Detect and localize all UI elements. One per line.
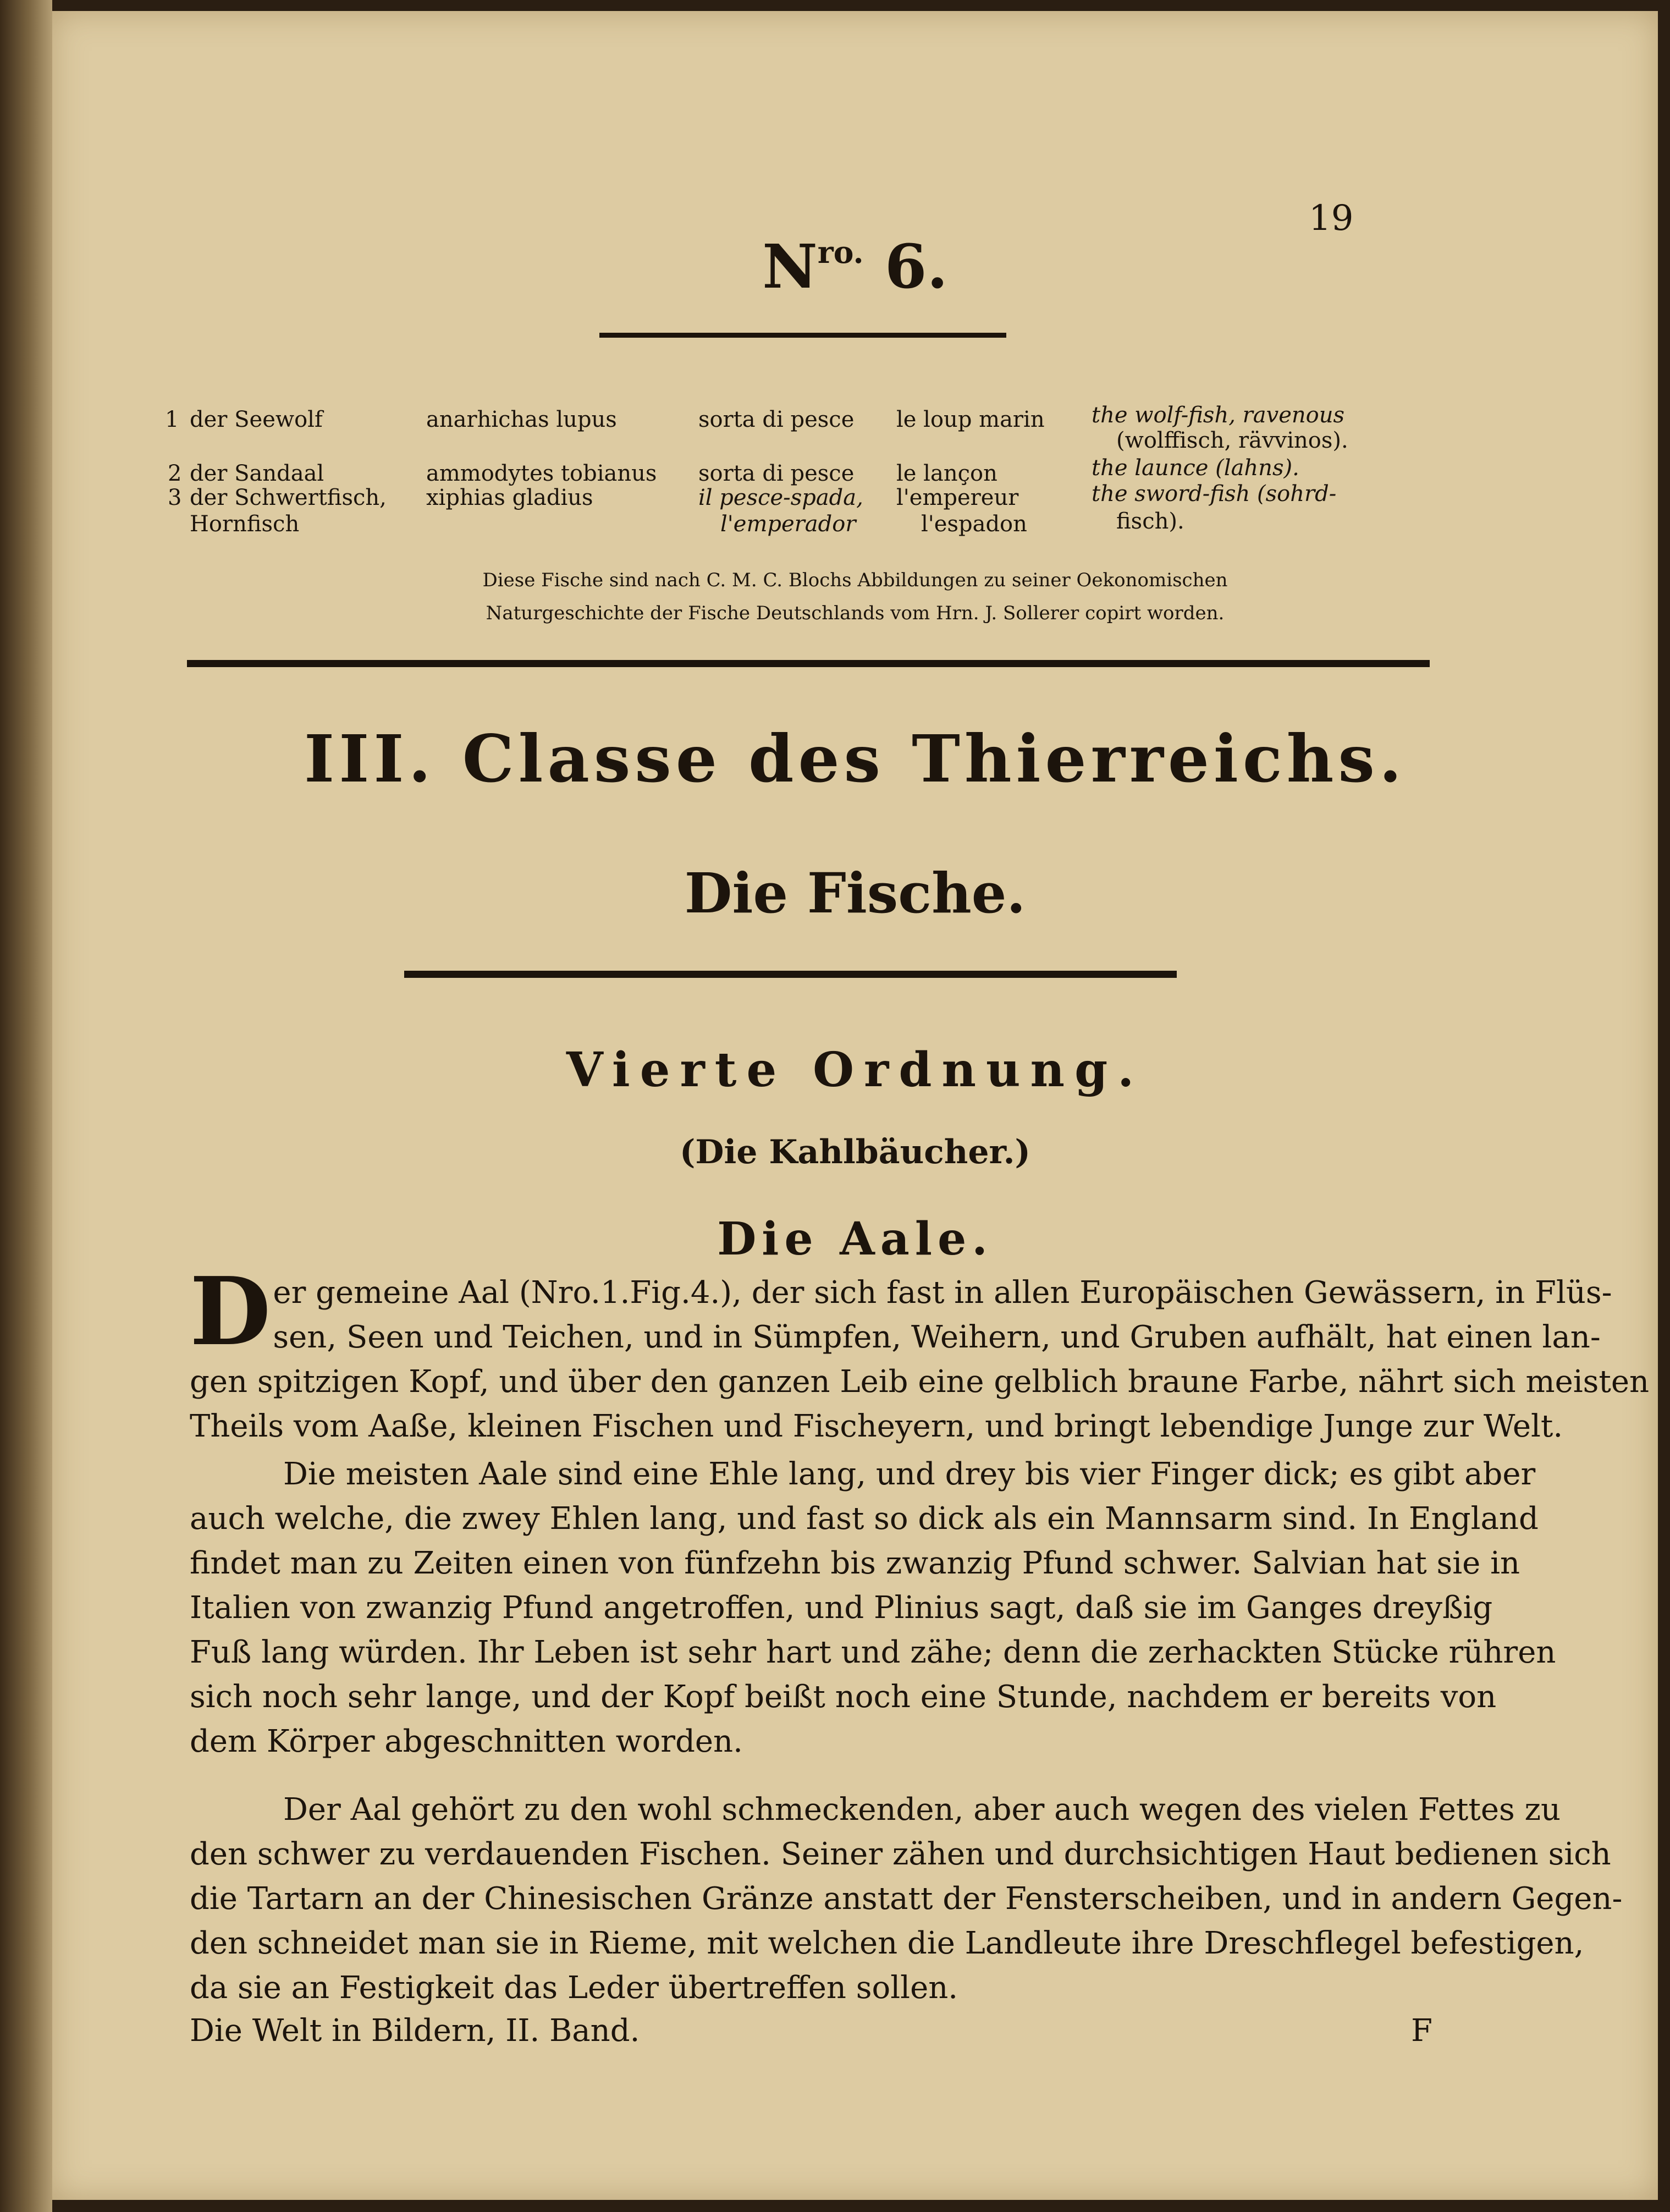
note-line-2: Naturgeschichte der Fische Deutschlands vom Hrn. J. Sollerer copirt worden. [486, 602, 1225, 624]
p1-line: gen spitzigen Kopf, und über den ganzen Leib eine gelblich braune Farbe, nährt sich meisten [190, 1364, 1650, 1400]
row3-french: l'empereur [896, 485, 1019, 510]
row1-german: der Seewolf [190, 407, 323, 432]
row3-german: der Schwertfisch, [190, 485, 387, 510]
row3-num: 3 [168, 485, 182, 510]
row2-english: the launce (lahns). [1092, 455, 1299, 481]
section-rule-2 [404, 971, 1177, 978]
p2-line: Die meisten Aale sind eine Ehle lang, und drey bis vier Finger dick; es gibt aber [283, 1456, 1536, 1492]
note-line-1: Diese Fische sind nach C. M. C. Blochs Abbildungen zu seiner Oekonomischen [482, 569, 1228, 591]
page-number: 19 [1309, 198, 1354, 239]
p2-line: dem Körper abgeschnitten worden. [190, 1724, 743, 1759]
p3-line: den schwer zu verdauenden Fischen. Seiner zähen und durchsichtigen Haut bedienen sich [190, 1836, 1611, 1872]
order-subtitle: (Die Kahlbäucher.) [680, 1133, 1030, 1171]
paragraph-2 [190, 1452, 1556, 1764]
p3-line: die Tartarn an der Chinesischen Gränze anstatt der Fensterscheiben, und in andern Gegen- [190, 1881, 1623, 1917]
heading-number: 6. [884, 231, 948, 302]
row2-italian: sorta di pesce [698, 461, 855, 486]
row3-latin: xiphias gladius [426, 485, 593, 510]
section-title: Die Aale. [717, 1213, 993, 1265]
p2-line: Italien von zwanzig Pfund angetroffen, und Plinius sagt, daß sie im Ganges dreyßig [190, 1590, 1493, 1626]
row3-french2: l'espadon [921, 511, 1027, 537]
p2-line: findet man zu Zeiten einen von fünfzehn bis zwanzig Pfund schwer. Salvian hat sie in [190, 1545, 1520, 1581]
row3-english2: fisch). [1116, 509, 1184, 534]
section-rule-1 [187, 660, 1430, 667]
p2-line: sich noch sehr lange, und der Kopf beißt noch eine Stunde, nachdem er bereits von [190, 1679, 1497, 1715]
p3-line: da sie an Festigkeit das Leder übertreffen sollen. [190, 1970, 958, 2006]
book-page [52, 11, 1658, 2200]
p1-line: er gemeine Aal (Nro.1.Fig.4.), der sich fast in allen Europäischen Gewässern, in Flüs- [273, 1275, 1612, 1311]
row3-italian2: l'emperador [720, 511, 856, 537]
class-title: III. Classe des Thierreichs. [304, 720, 1406, 797]
page-footer [190, 2013, 1443, 2049]
row1-num: 1 [165, 407, 179, 432]
p2-line: auch welche, die zwey Ehlen lang, und fast so dick als ein Mannsarm sind. In England [190, 1501, 1539, 1537]
row1-english: the wolf-fish, ravenous [1092, 403, 1344, 428]
signature-mark: F [1411, 2013, 1432, 2049]
order-title: Vierte Ordnung. [566, 1042, 1144, 1098]
row1-italian: sorta di pesce [698, 407, 855, 432]
heading-super: ro. [817, 234, 864, 270]
row2-german: der Sandaal [190, 461, 324, 486]
book-gutter [0, 0, 52, 2212]
p1-line: Theils vom Aaße, kleinen Fischen und Fischeyern, und bringt lebendige Junge zur Welt. [190, 1408, 1563, 1444]
row2-num: 2 [168, 461, 182, 486]
p1-line: sen, Seen und Teichen, und in Sümpfen, Weihern, und Gruben aufhält, hat einen lan- [273, 1319, 1601, 1355]
paragraph-3 [190, 1787, 1623, 2010]
row3-english: the sword-fish (sohrd- [1092, 481, 1337, 507]
drop-cap: D [190, 1257, 271, 1367]
row1-latin: anarhichas lupus [426, 407, 617, 432]
footer-title: Die Welt in Bildern, II. Band. [190, 2013, 640, 2049]
row2-french: le lançon [896, 461, 997, 486]
row3-german2: Hornfisch [190, 511, 300, 537]
row2-latin: ammodytes tobianus [426, 461, 657, 486]
p3-line: Der Aal gehört zu den wohl schmeckenden, aber auch wegen des vielen Fettes zu [283, 1792, 1561, 1828]
row1-french: le loup marin [896, 407, 1045, 432]
row1-english2: (wolffisch, rävvinos). [1116, 428, 1348, 453]
p3-line: den schneidet man sie in Rieme, mit welchen die Landleute ihre Dreschflegel befestigen, [190, 1925, 1584, 1961]
heading-rule [599, 333, 1006, 338]
subtitle: Die Fische. [684, 861, 1026, 926]
row3-italian: il pesce-spada, [698, 485, 863, 510]
p2-line: Fuß lang würden. Ihr Leben ist sehr hart und zähe; denn die zerhackten Stücke rühren [190, 1635, 1556, 1670]
heading-main: N [762, 231, 818, 302]
paragraph-1 [190, 1257, 1650, 1449]
plate-heading [52, 231, 1658, 302]
